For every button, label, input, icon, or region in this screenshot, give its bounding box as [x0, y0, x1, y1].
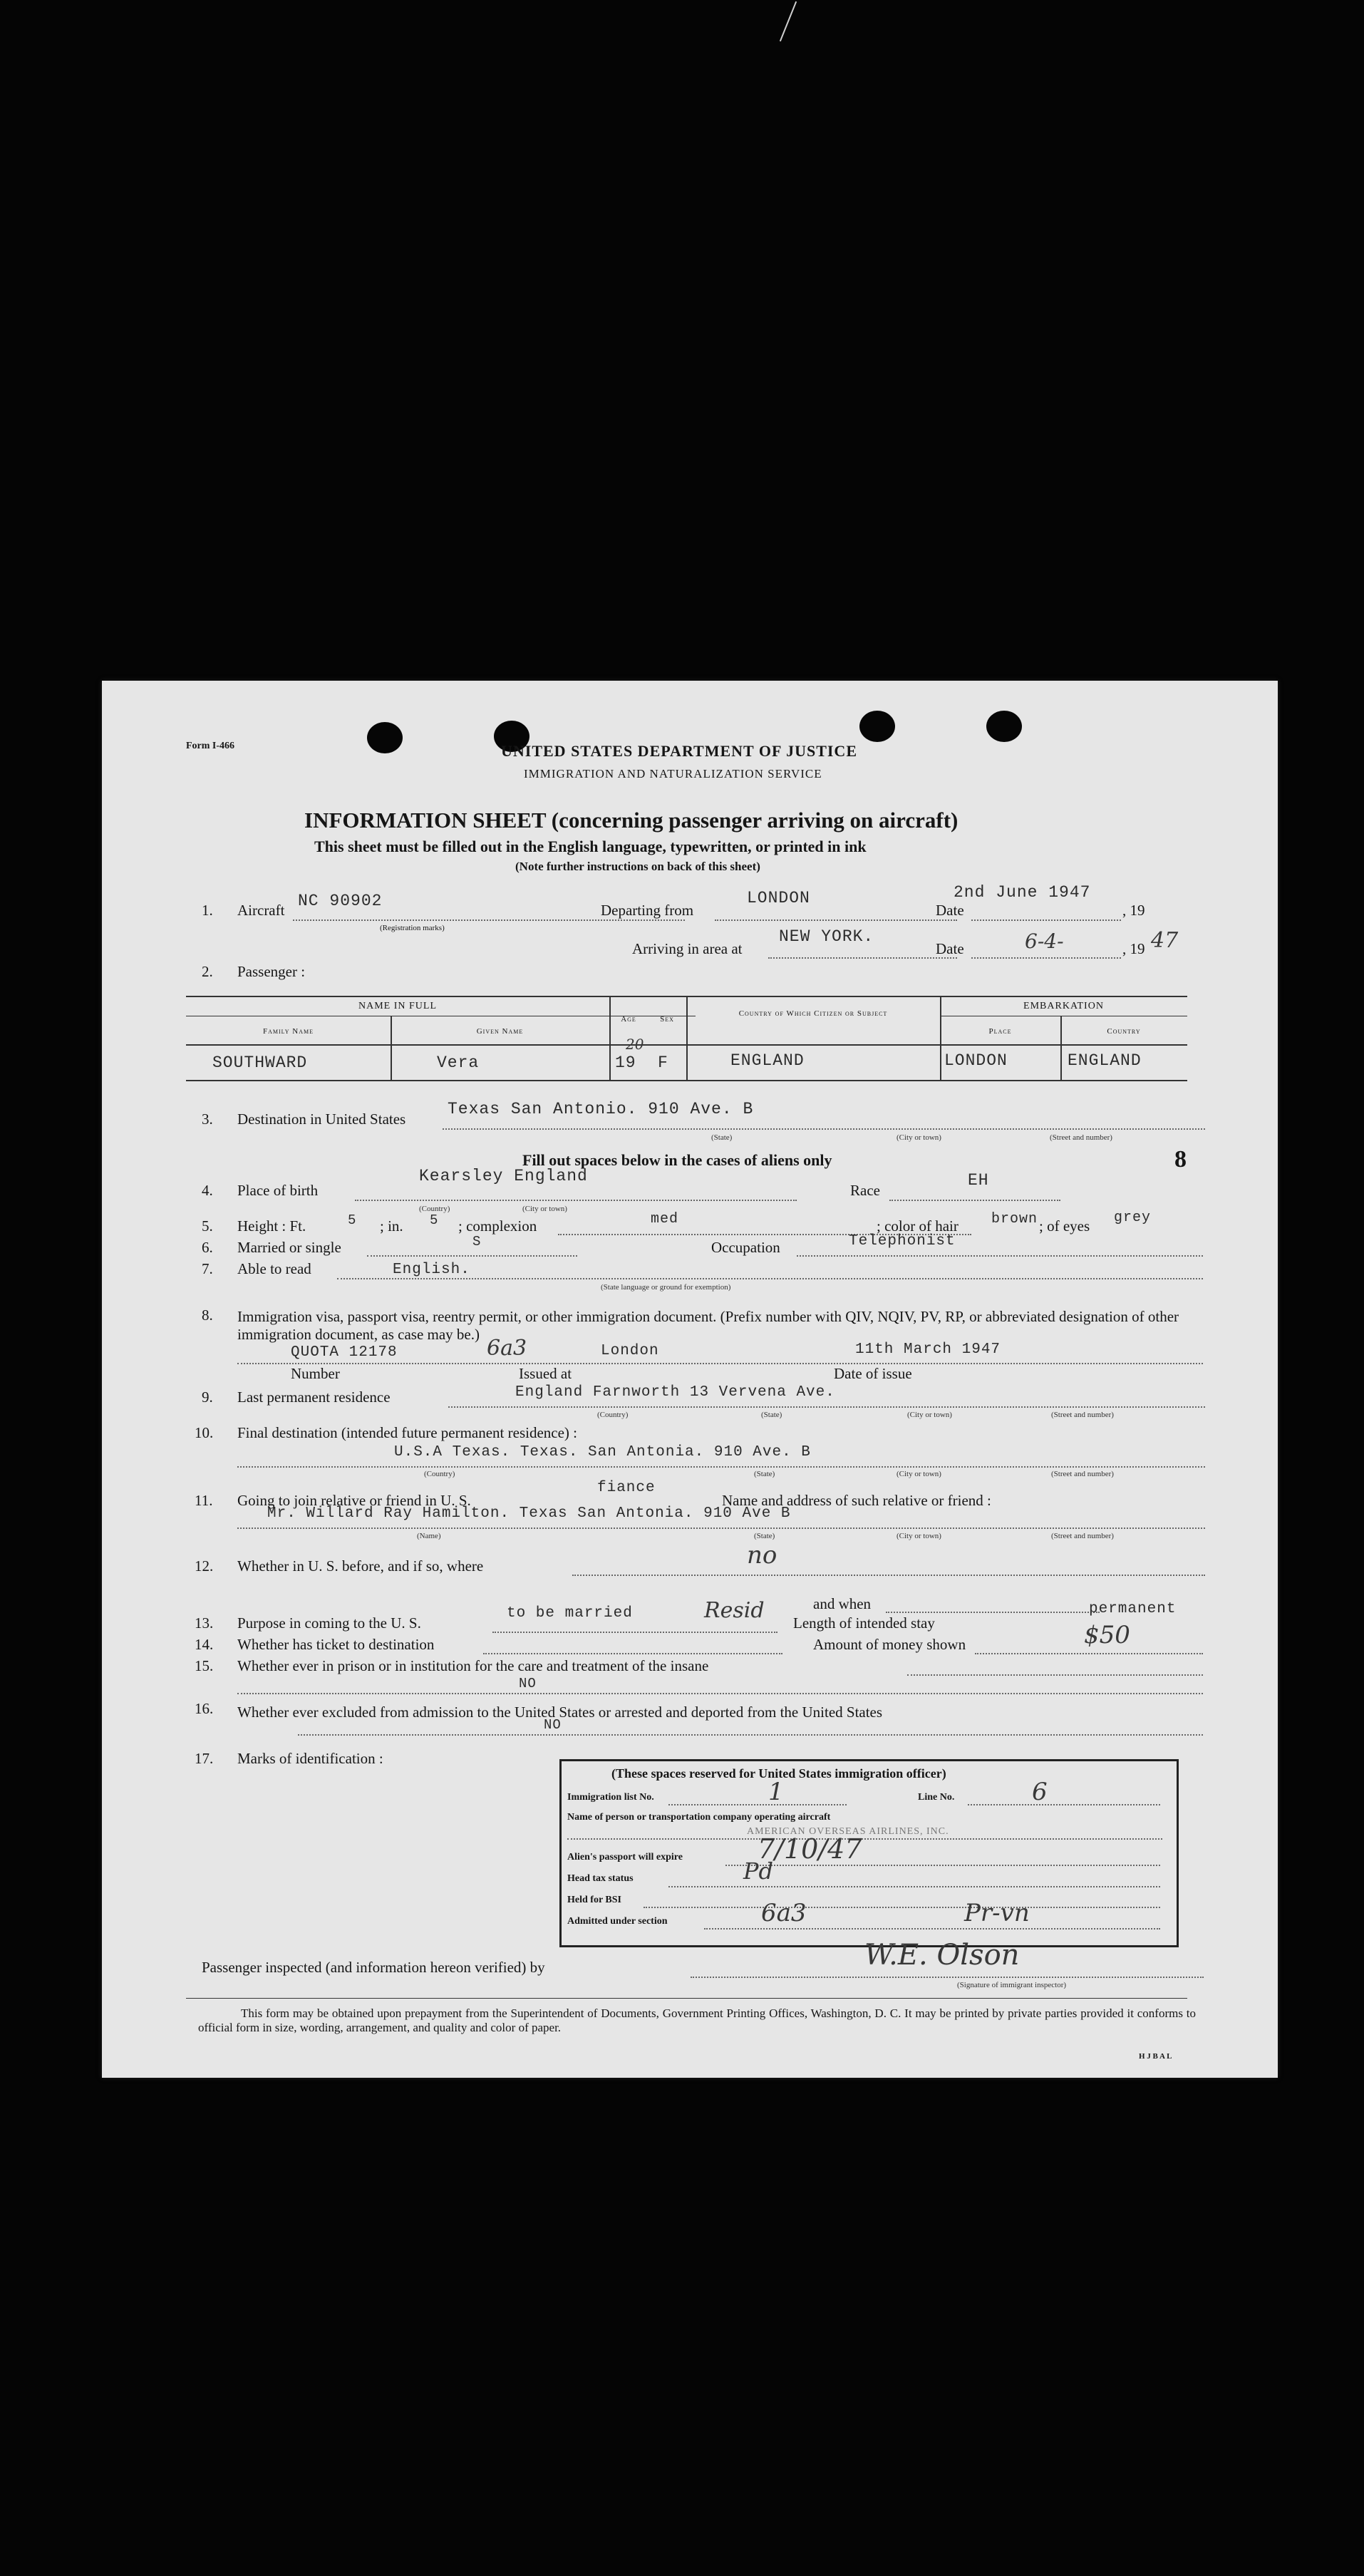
race-label: Race — [850, 1182, 880, 1199]
country-header: Country — [1107, 1027, 1141, 1036]
last-residence-label: Last permanent residence — [237, 1389, 391, 1406]
reads-value: English. — [393, 1262, 470, 1278]
citizen-value: ENGLAND — [730, 1051, 805, 1070]
height-label: Height : Ft. — [237, 1217, 306, 1235]
number-label: Number — [291, 1365, 340, 1382]
given-name-value: Vera — [437, 1053, 480, 1072]
final-destination-label: Final destination (intended future permanent residence) : — [237, 1424, 578, 1441]
item-number: 2. — [202, 963, 213, 980]
item-number: 9. — [202, 1389, 213, 1406]
depart-date-value: 2nd June 1947 — [954, 883, 1091, 902]
item-number: 11. — [195, 1492, 213, 1509]
item-number: 5. — [202, 1217, 213, 1235]
information-sheet — [102, 681, 1278, 2078]
carrier-label: Name of person or transportation company operating aircraft — [567, 1812, 831, 1823]
excluded-value: NO — [544, 1717, 562, 1733]
state-caption: (State) — [711, 1133, 733, 1142]
item-number: 6. — [202, 1239, 213, 1256]
line-no-label: Line No. — [918, 1792, 955, 1803]
occupation-label: Occupation — [711, 1239, 780, 1256]
form-code: H J B A L — [1139, 2052, 1172, 2061]
relation-value: fiance — [597, 1480, 656, 1496]
street-caption: (Street and number) — [1050, 1133, 1112, 1142]
year-label: , 19 — [1122, 902, 1145, 919]
family-name-header: Family Name — [262, 1027, 314, 1036]
height-ft-value: 5 — [348, 1212, 357, 1228]
complexion-label: ; complexion — [458, 1217, 537, 1235]
punch-hole — [367, 722, 403, 753]
street-caption: (Street and number) — [1051, 1532, 1114, 1540]
item-number: 7. — [202, 1260, 213, 1277]
footer-notice: This form may be obtained upon prepayment from the Superintendent of Documents, Government Printing Offices, Washington, D. C. It may be printed by private parties provided it conforms to official form in size, wording, arrangement, and quality and color of paper. — [198, 2006, 1196, 2034]
department-name: UNITED STATES DEPARTMENT OF JUSTICE — [501, 742, 857, 760]
scan-artifact — [780, 1, 797, 41]
visa-number-value: QUOTA 12178 — [291, 1344, 398, 1361]
age-header: Age — [621, 1015, 636, 1024]
height-in-value: 5 — [430, 1212, 439, 1228]
final-destination-value: U.S.A Texas. Texas. San Antonia. 910 Ave. B — [394, 1444, 811, 1460]
arrive-date-value: 6-4- — [1025, 929, 1064, 953]
name-in-full-header: NAME IN FULL — [358, 1001, 437, 1011]
date-label: Date — [936, 940, 964, 957]
purpose-handwritten: Resid — [704, 1598, 765, 1623]
item-number: 14. — [195, 1636, 214, 1653]
state-caption: (State) — [754, 1470, 775, 1478]
passport-expire-label: Alien's passport will expire — [567, 1852, 683, 1863]
street-caption: (Street and number) — [1051, 1411, 1114, 1419]
arriving-label: Arriving in area at — [632, 940, 743, 957]
citizen-header: Country of Which Citizen or Subject — [738, 1009, 888, 1018]
street-caption: (Street and number) — [1051, 1470, 1114, 1478]
item-number: 10. — [195, 1424, 214, 1441]
reserved-title: (These spaces reserved for United States immigration officer) — [611, 1766, 946, 1781]
place-of-birth-label: Place of birth — [237, 1182, 319, 1199]
immigration-list-label: Immigration list No. — [567, 1792, 654, 1803]
departing-value: LONDON — [747, 889, 810, 907]
embarkation-header: EMBARKATION — [1023, 1001, 1104, 1011]
destination-value: Texas San Antonio. 910 Ave. B — [448, 1100, 754, 1118]
city-caption: (City or town) — [897, 1133, 941, 1142]
going-join-label: Going to join relative or friend in U. S. — [237, 1492, 471, 1509]
prison-value: NO — [519, 1676, 537, 1691]
item-number: 13. — [195, 1614, 214, 1632]
immigration-list-value: 1 — [768, 1778, 784, 1806]
country-caption: (Country) — [419, 1205, 450, 1213]
language-caption: (State language or ground for exemption) — [601, 1283, 731, 1292]
page-title: INFORMATION SHEET (concerning passenger arriving on aircraft) — [304, 808, 959, 833]
visa-place-value: London — [601, 1343, 659, 1359]
married-value: S — [472, 1234, 482, 1250]
complexion-value: med — [651, 1211, 679, 1227]
visa-section-value: 6a3 — [487, 1336, 527, 1361]
item-number: 4. — [202, 1182, 213, 1199]
item-number: 17. — [195, 1750, 214, 1767]
date-of-issue-label: Date of issue — [834, 1365, 912, 1382]
form-number: Form I-466 — [186, 741, 235, 751]
city-caption: (City or town) — [907, 1411, 952, 1419]
item-number: 1. — [202, 902, 213, 919]
year-label: , 19 — [1122, 940, 1145, 957]
state-caption: (State) — [754, 1532, 775, 1540]
occupation-value: Telephonist — [849, 1233, 956, 1250]
reg-marks-label: (Registration marks) — [380, 924, 445, 932]
signature-caption: (Signature of immigrant inspector) — [957, 1981, 1067, 1989]
item-number: 8. — [202, 1307, 213, 1324]
arrive-year-value: 47 — [1151, 928, 1179, 953]
visa-instructions: Immigration visa, passport visa, reentry permit, or other immigration document. (Prefix number with QIV, NQIV, PV, RP, or abbreviated designation of other immigration document, as case may be.) — [237, 1308, 1179, 1343]
emb-country-value: ENGLAND — [1068, 1051, 1142, 1070]
item-number: 15. — [195, 1657, 214, 1674]
prison-label: Whether ever in prison or in institution for the care and treatment of the insane — [237, 1657, 709, 1674]
stay-value: permanent — [1089, 1601, 1177, 1617]
purpose-value: to be married — [507, 1605, 633, 1622]
able-read-label: Able to read — [237, 1260, 311, 1277]
place-header: Place — [988, 1027, 1012, 1036]
city-caption: (City or town) — [522, 1205, 567, 1213]
country-caption: (Country) — [424, 1470, 455, 1478]
head-tax-value: Pd — [743, 1858, 774, 1885]
birth-value: Kearsley England — [419, 1167, 588, 1185]
country-caption: (Country) — [597, 1411, 629, 1419]
aircraft-label: Aircraft — [237, 902, 285, 919]
passport-expire-value: 7/10/47 — [758, 1833, 862, 1865]
and-when-label: and when — [813, 1595, 872, 1612]
line-no-value: 6 — [1032, 1778, 1048, 1806]
departing-label: Departing from — [601, 902, 694, 919]
service-name: IMMIGRATION AND NATURALIZATION SERVICE — [524, 767, 822, 780]
carrier-stamp: AMERICAN OVERSEAS AIRLINES, INC. — [747, 1826, 949, 1837]
passenger-label: Passenger : — [237, 963, 306, 980]
money-value: $50 — [1084, 1621, 1130, 1649]
item-number: 12. — [195, 1557, 214, 1575]
eyes-value: grey — [1114, 1210, 1152, 1226]
us-before-label: Whether in U. S. before, and if so, where — [237, 1557, 484, 1575]
item-number: 3. — [202, 1111, 213, 1128]
arriving-value: NEW YORK. — [779, 927, 874, 946]
inches-label: ; in. — [380, 1217, 403, 1235]
ticket-label: Whether has ticket to destination — [237, 1636, 435, 1653]
city-caption: (City or town) — [897, 1470, 941, 1478]
hair-label: ; color of hair — [877, 1217, 959, 1235]
age-correction: 20 — [626, 1036, 644, 1053]
length-stay-label: Length of intended stay — [793, 1614, 935, 1632]
margin-number: 8 — [1174, 1146, 1187, 1173]
family-name-value: SOUTHWARD — [212, 1053, 308, 1072]
admitted-initials: Pr-vn — [964, 1899, 1030, 1927]
excluded-label: Whether ever excluded from admission to the United States or arrested and deported from the United States — [237, 1704, 883, 1721]
city-caption: (City or town) — [897, 1532, 941, 1540]
aircraft-value: NC 90902 — [298, 892, 383, 910]
visa-date-value: 11th March 1947 — [855, 1341, 1001, 1358]
name-address-label: Name and address of such relative or friend : — [722, 1492, 991, 1509]
state-caption: (State) — [761, 1411, 782, 1419]
name-caption: (Name) — [417, 1532, 441, 1540]
marks-label: Marks of identification : — [237, 1750, 383, 1767]
married-label: Married or single — [237, 1239, 341, 1256]
destination-label: Destination in United States — [237, 1111, 406, 1128]
given-name-header: Given Name — [476, 1027, 524, 1036]
issued-at-label: Issued at — [519, 1365, 572, 1382]
date-label: Date — [936, 902, 964, 919]
emb-place-value: LONDON — [944, 1051, 1008, 1070]
page-subtitle: This sheet must be filled out in the English language, typewritten, or printed in ink — [314, 838, 867, 855]
last-residence-value: England Farnworth 13 Vervena Ave. — [515, 1384, 835, 1401]
sex-value: F — [658, 1053, 668, 1072]
instructions-note: (Note further instructions on back of this sheet) — [515, 860, 760, 873]
officer-reserved-box — [559, 1759, 1179, 1947]
us-before-value: no — [747, 1541, 777, 1570]
hair-value: brown — [991, 1211, 1038, 1227]
inspected-label: Passenger inspected (and information hereon verified) by — [202, 1959, 545, 1976]
eyes-label: ; of eyes — [1039, 1217, 1090, 1235]
aliens-only-heading: Fill out spaces below in the cases of aliens only — [522, 1151, 832, 1169]
held-bsi-label: Held for BSI — [567, 1895, 621, 1905]
sex-header: Sex — [660, 1015, 674, 1024]
age-value: 19 — [615, 1053, 636, 1072]
inspector-signature: W.E. Olson — [864, 1939, 1020, 1972]
item-number: 16. — [195, 1700, 214, 1717]
punch-hole — [859, 711, 895, 742]
money-label: Amount of money shown — [813, 1636, 966, 1653]
admitted-label: Admitted under section — [567, 1916, 668, 1927]
punch-hole — [986, 711, 1022, 742]
race-value: EH — [968, 1171, 989, 1190]
admitted-value: 6a3 — [761, 1899, 807, 1927]
head-tax-label: Head tax status — [567, 1873, 634, 1884]
friend-value: Mr. Willard Ray Hamilton. Texas San Antonia. 910 Ave B — [267, 1505, 791, 1522]
purpose-label: Purpose in coming to the U. S. — [237, 1614, 421, 1632]
